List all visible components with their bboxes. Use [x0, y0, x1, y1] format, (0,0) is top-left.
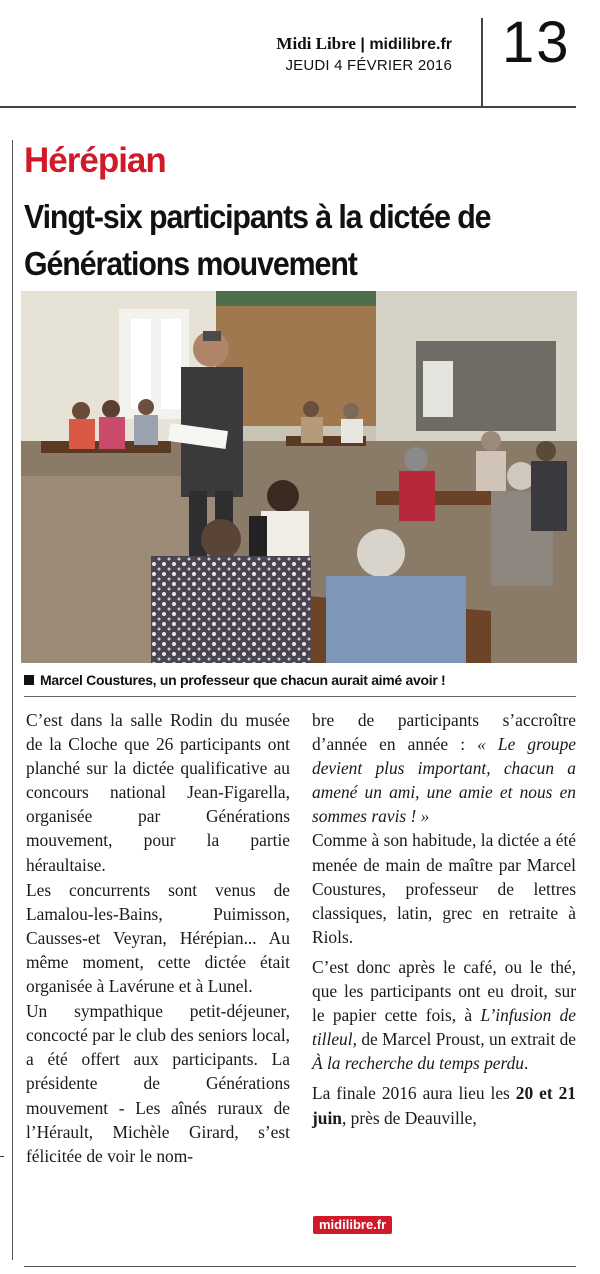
event-dates: 20 et 21 juin [312, 1083, 576, 1128]
paragraph: Les concurrents sont venus de Lamalou-les-Bains, Puimisson, Causses-et Veyran, Hérépian... Au même moment, cette dictée était organisée à Lavérune et à Lunel. [26, 879, 290, 997]
paragraph-text: bre de participants s’accroître d’année en année : [312, 710, 576, 755]
photo-caption-text: Marcel Coustures, un professeur que chacun aurait aimé avoir ! [40, 672, 446, 688]
paragraph-text: . [524, 1053, 529, 1074]
column-rule-left [12, 140, 13, 1260]
work-title: L’infusion de tilleul [312, 1005, 577, 1050]
masthead-divider [481, 18, 483, 106]
article-column-2 [312, 708, 576, 1130]
photo-caption [24, 672, 445, 688]
paragraph-text: C’est donc après le café, ou le thé, que les participants ont eu droit, sur le papier cette fois, à [312, 956, 576, 1026]
photo-illustration [21, 291, 577, 663]
caption-square-icon [24, 675, 34, 685]
article-photo [21, 291, 577, 663]
masthead [0, 0, 600, 110]
masthead-site: midilibre.fr [369, 36, 452, 53]
page-number: 13 [502, 10, 571, 75]
work-title: À la recherche du temps perdu [312, 1053, 525, 1074]
masthead-rule [0, 106, 576, 108]
masthead-separator: | [360, 36, 365, 53]
quote: « Le groupe devient plus important, chacun a amené un ami, une amie et nous en sommes ravis ! » [312, 734, 577, 827]
masthead-brand-line [276, 34, 452, 54]
paragraph: Un sympathique petit-déjeuner, concocté par le club des seniors local, a été offert aux participants. La présidente de Générations mouvement - Les aînés ruraux de l’Hérault, Michèle Girard, s’est félicitée de voir le nom- [26, 1001, 290, 1166]
paragraph-text: , de Marcel Proust, un extrait de [352, 1029, 576, 1050]
paragraph-text: La finale 2016 aura lieu les [312, 1083, 516, 1104]
paragraph [312, 708, 576, 828]
paragraph [312, 955, 576, 1075]
bottom-rule [24, 1266, 576, 1267]
article-headline: Vingt-six participants à la dictée de Générations mouvement [24, 198, 491, 282]
paragraph-text: , près de Deauville, [341, 1107, 477, 1128]
paragraph: Comme à son habitude, la dictée a été menée de main de maître par Marcel Coustures, professeur de lettres classiques, latin, grec en retraite à Riols. [312, 830, 576, 947]
midilibre-badge: midilibre.fr [313, 1216, 392, 1234]
caption-rule [24, 696, 576, 697]
article-locality: Hérépian [24, 141, 166, 180]
issue-date: JEUDI 4 FÉVRIER 2016 [285, 57, 452, 74]
newspaper-name: Midi Libre [276, 34, 356, 53]
paragraph [312, 1081, 576, 1129]
margin-mark [0, 1156, 4, 1157]
article-column-1 [26, 708, 290, 1168]
paragraph: C’est dans la salle Rodin du musée de la Cloche que 26 participants ont planché sur la dictée qualificative au concours national Jean-Figarella, organisée par Générations mouvement, pour la partie héraultaise. [26, 710, 290, 875]
